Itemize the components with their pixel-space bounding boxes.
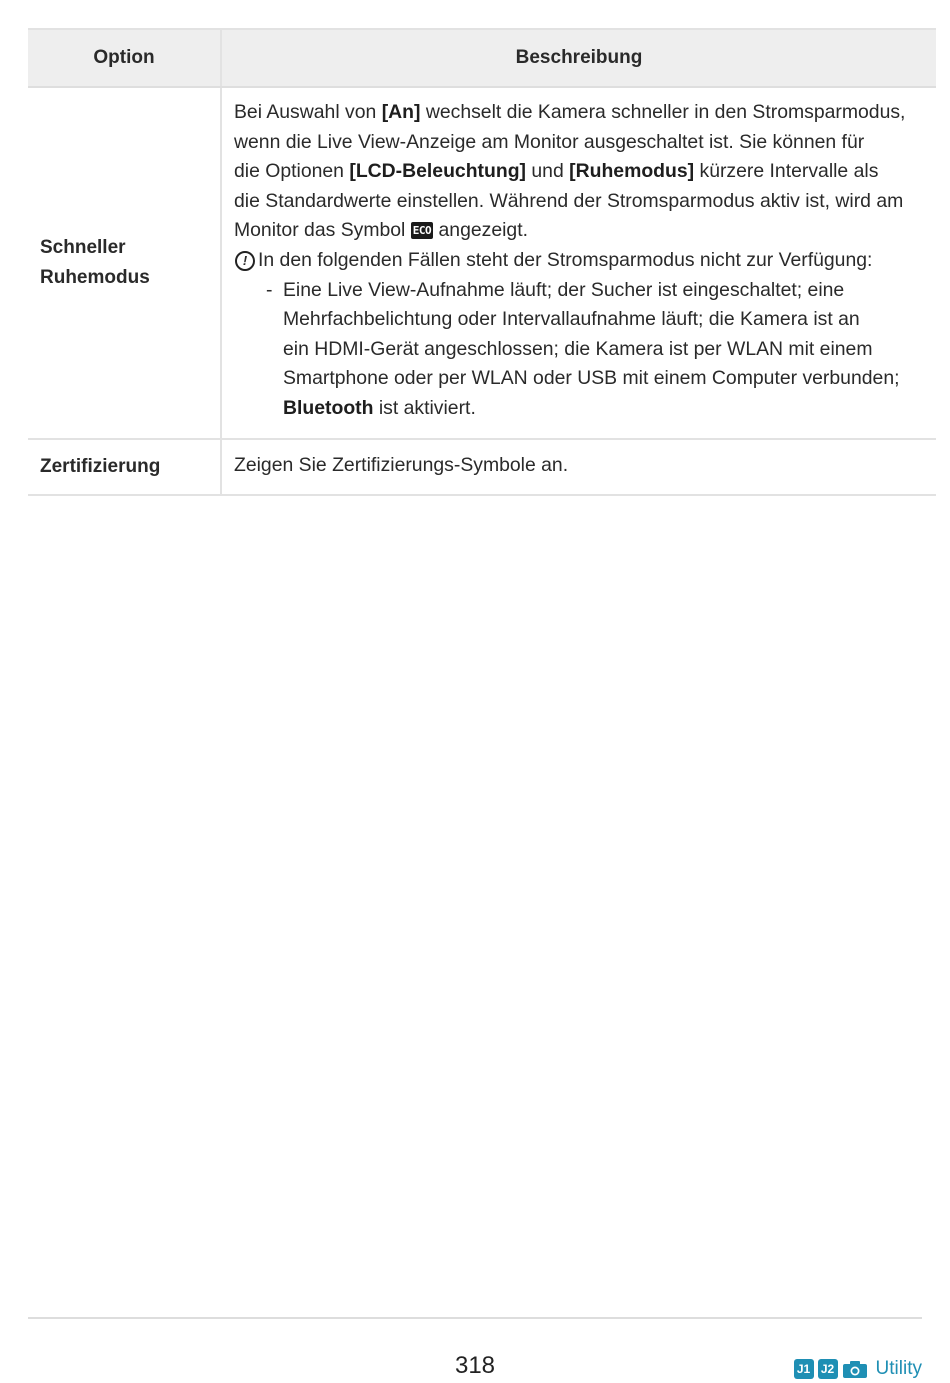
bullet-line: Eine Live View-Aufnahme läuft; der Sucher ist eingeschaltet; eine (283, 278, 845, 301)
bullet-text (283, 276, 900, 424)
desc-line (234, 157, 922, 187)
desc-bold: Bluetooth (283, 396, 374, 419)
section-link-utility[interactable]: Utility (875, 1358, 922, 1379)
description-cell (220, 88, 934, 438)
settings-table (28, 28, 936, 496)
option-cell (28, 88, 220, 438)
camera-icon (842, 1359, 868, 1379)
note-text: In den folgenden Fällen steht der Stromsparmodus nicht zur Verfügung: (258, 248, 873, 271)
desc-text: ist aktiviert. (373, 396, 476, 419)
j2-badge: J2 (818, 1359, 838, 1379)
footer-divider (28, 1317, 922, 1319)
option-label-line1: Schneller (40, 236, 126, 258)
bullet-line: Mehrfachbelichtung oder Intervallaufnahme läuft; die Kamera ist an (283, 308, 860, 331)
desc-text: kürzere Intervalle als (694, 160, 879, 183)
desc-line: wenn die Live View-Anzeige am Monitor ausgeschaltet ist. Sie können für (234, 130, 865, 153)
bullet-line (283, 394, 900, 424)
desc-text: wechselt die Kamera schneller in den Stromsparmodus, (420, 101, 906, 123)
caution-icon: ! (235, 251, 255, 271)
desc-line (234, 216, 922, 246)
option-label-line2: Ruhemodus (40, 266, 150, 288)
desc-bold: [Ruhemodus] (569, 160, 695, 183)
desc-text: die Optionen (234, 160, 350, 183)
bullet-dash: - (266, 278, 273, 301)
bullet-line: ein HDMI-Gerät angeschlossen; die Kamera ist per WLAN mit einem (283, 337, 873, 360)
page-number: 318 (454, 1352, 496, 1379)
header-description: Beschreibung (220, 30, 936, 86)
table-row (28, 440, 936, 497)
j1-badge: J1 (794, 1359, 814, 1379)
desc-text: und (526, 160, 570, 183)
footer-nav[interactable] (794, 1358, 922, 1380)
desc-text: Monitor das Symbol (234, 219, 411, 242)
option-label: Zertifizierung (40, 455, 161, 477)
option-cell (28, 440, 220, 495)
description-cell: Zeigen Sie Zertifizierungs-Symbole an. (220, 440, 934, 495)
desc-line: die Standardwerte einstellen. Während der Stromsparmodus aktiv ist, wird am (234, 189, 904, 212)
desc-bold: [An] (381, 101, 421, 123)
bullet-item (234, 276, 922, 424)
desc-line (234, 98, 922, 128)
table-header (28, 30, 936, 88)
desc-text: angezeigt. (433, 219, 528, 242)
note-line (234, 246, 922, 276)
desc-text: Bei Auswahl von (234, 101, 382, 123)
eco-icon: ECO (412, 224, 432, 238)
bullet-line: Smartphone oder per WLAN oder USB mit einem Computer verbunden; (283, 367, 900, 390)
desc-bold: [LCD-Beleuchtung] (349, 160, 527, 183)
table-row (28, 88, 936, 440)
header-option: Option (93, 47, 155, 68)
